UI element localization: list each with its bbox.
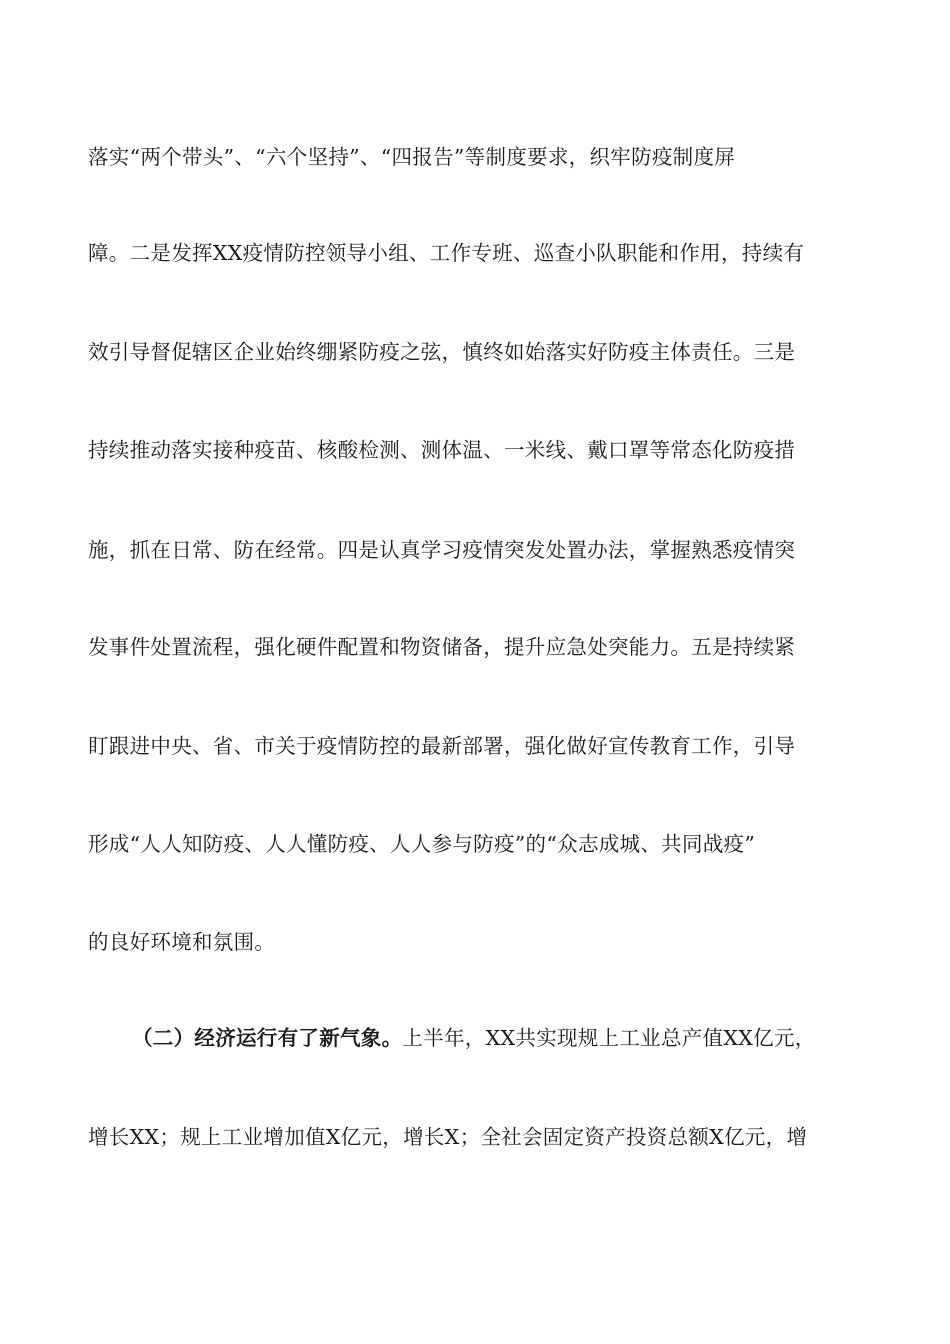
- paragraph-line: 发事件处置流程，强化硬件配置和物资储备，提升应急处突能力。五是持续紧: [88, 635, 796, 659]
- paragraph-line: 持续推动落实接种疫苗、核酸检测、测体温、一米线、戴口罩等常态化防疫措: [88, 438, 796, 462]
- paragraph-line: 障。二是发挥XX疫情防控领导小组、工作专班、巡查小队职能和作用，持续有: [88, 241, 805, 265]
- paragraph-line: 施，抓在日常、防在经常。四是认真学习疫情突发处置办法，掌握熟悉疫情突: [88, 538, 796, 562]
- section-2-first-line: [132, 1023, 868, 1053]
- section-2-heading: （二）经济运行有了新气象。: [132, 1026, 403, 1050]
- paragraph-line: 的良好环境和氛围。: [88, 930, 276, 954]
- paragraph-line: 增长XX；规上工业增加值X亿元，增长X；全社会固定资产投资总额X亿元，增: [88, 1125, 808, 1149]
- paragraph-line: 落实“两个带头”、“六个坚持”、“四报告”等制度要求，织牢防疫制度屏: [88, 145, 736, 169]
- paragraph-line: 盯跟进中央、省、市关于疫情防控的最新部署，强化做好宣传教育工作，引导: [88, 734, 796, 758]
- section-2-text: 上半年，XX共实现规上工业总产值XX亿元，: [402, 1026, 816, 1050]
- paragraph-line: 效引导督促辖区企业始终绷紧防疫之弦，慎终如始落实好防疫主体责任。三是: [88, 340, 796, 364]
- paragraph-line: 形成“人人知防疫、人人懂防疫、人人参与防疫”的“众志成城、共同战疫”: [88, 832, 756, 856]
